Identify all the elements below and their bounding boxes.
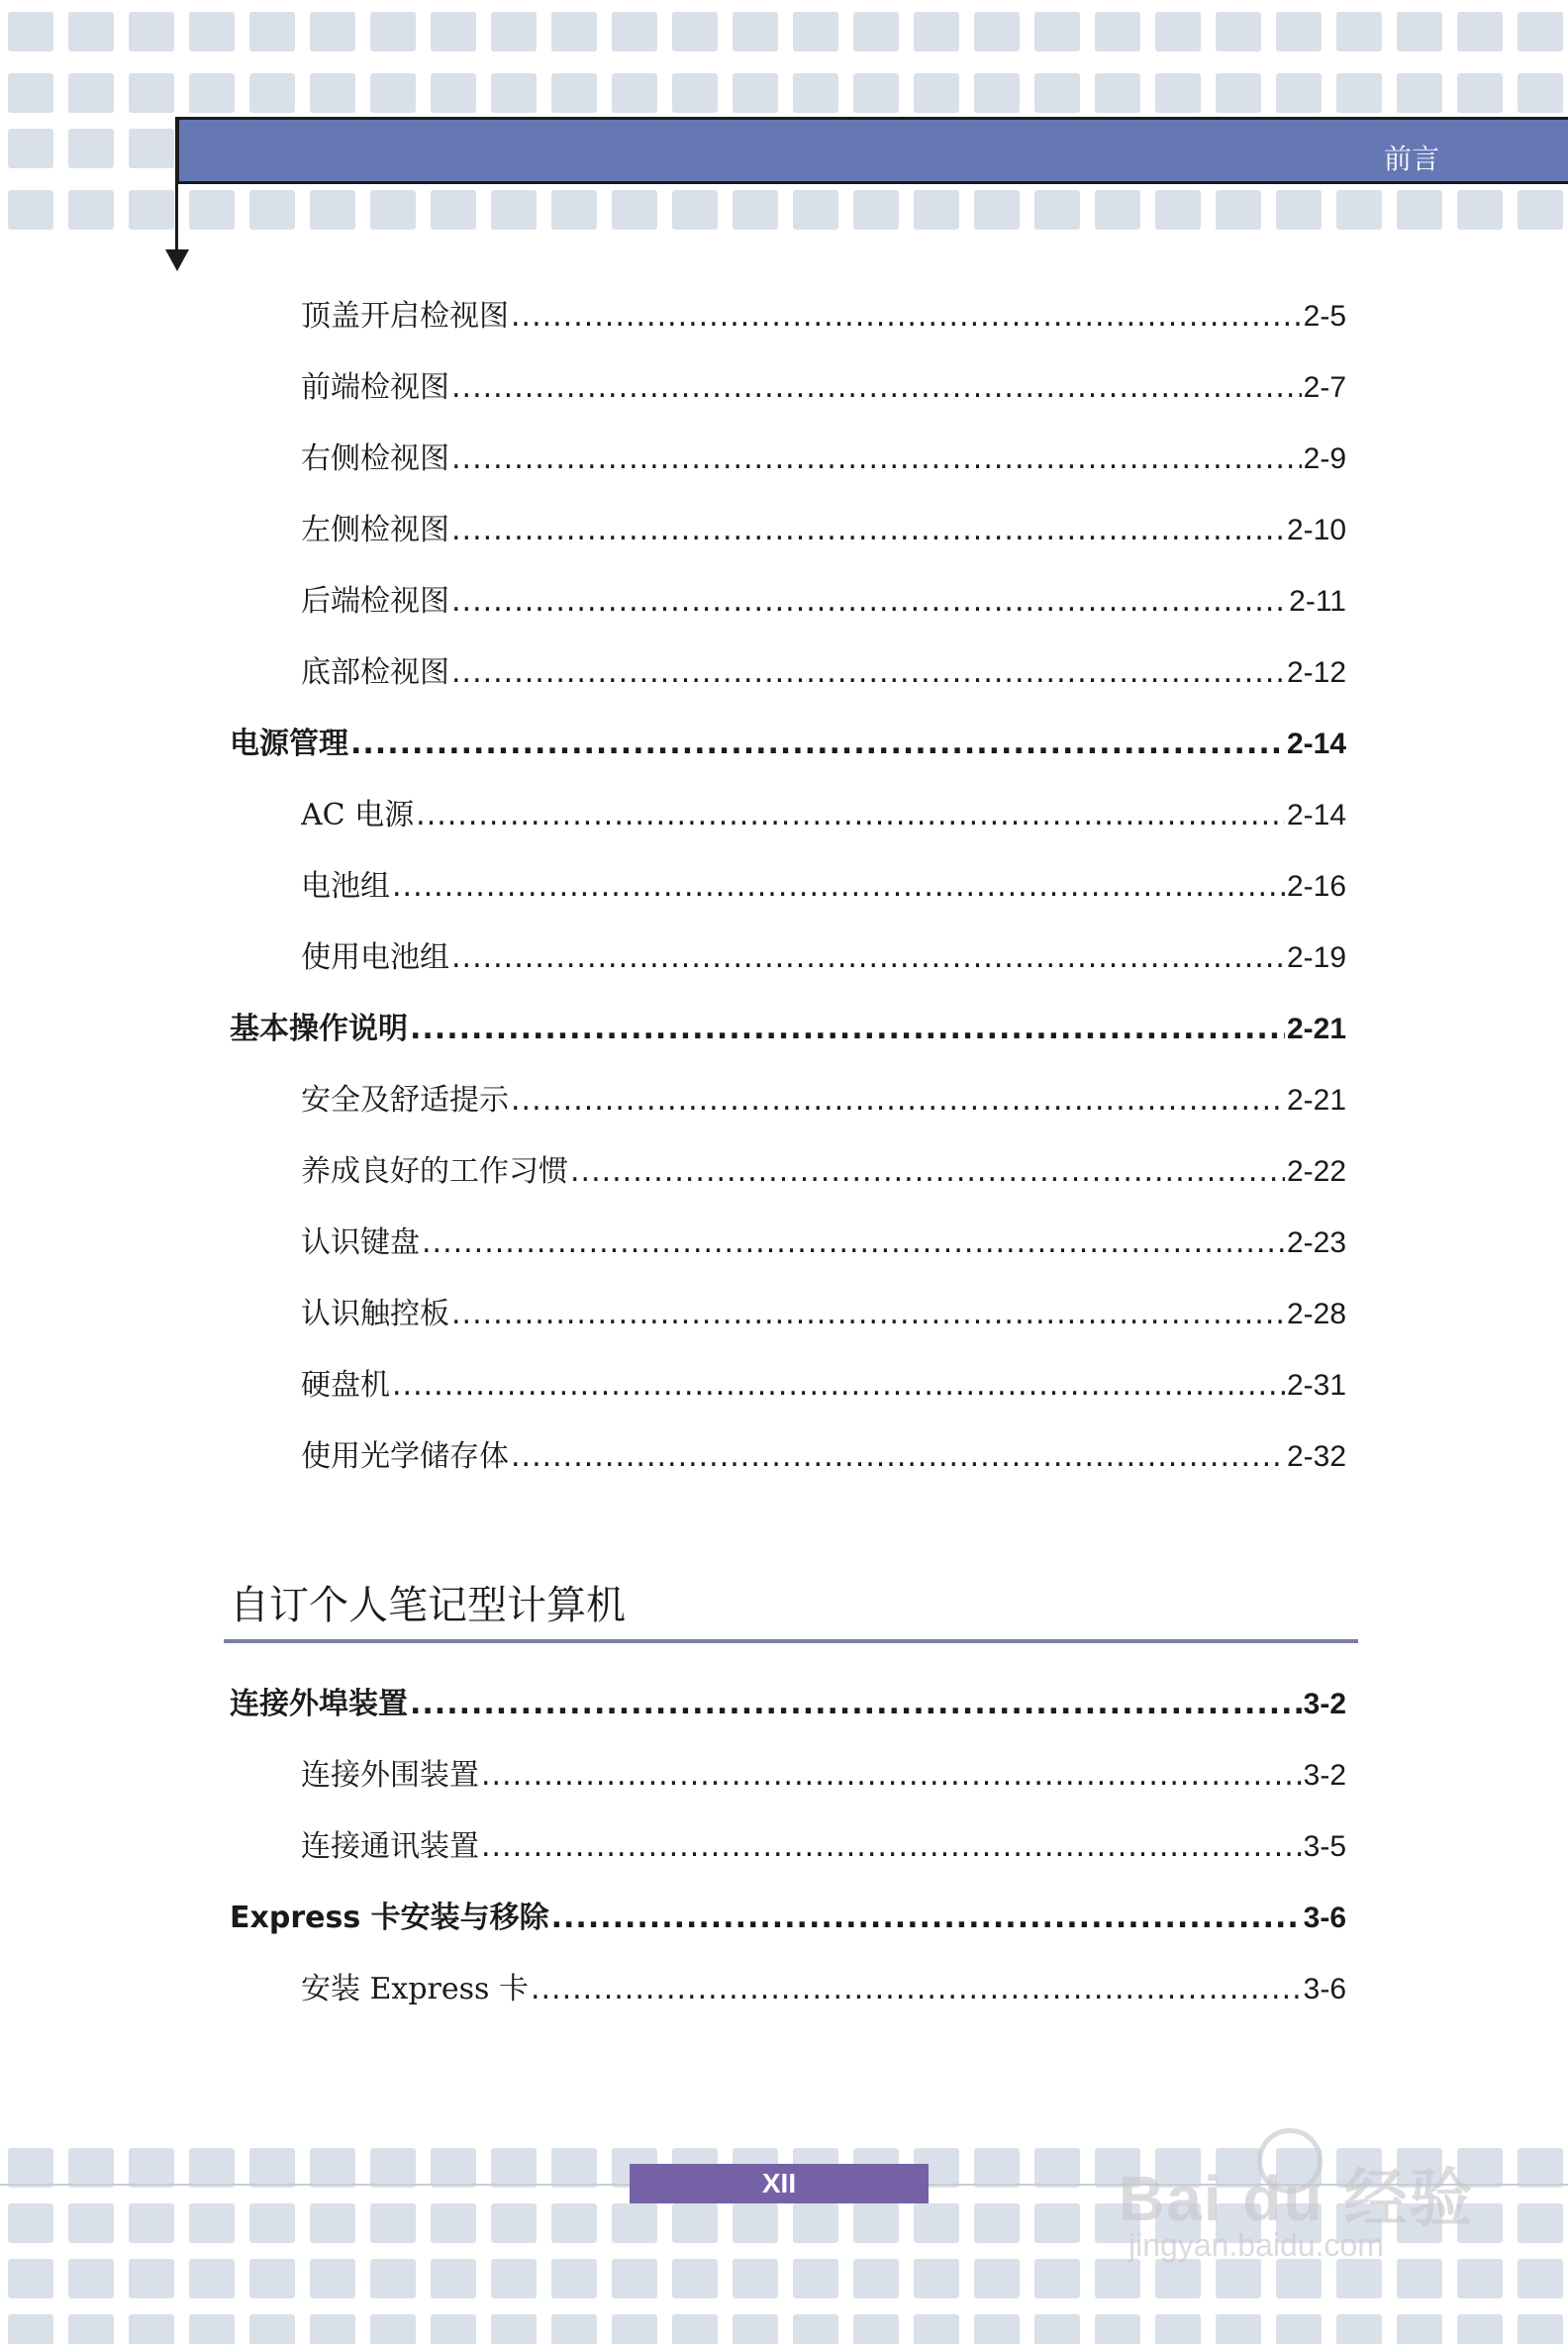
grid-tile	[1336, 2314, 1382, 2344]
grid-tile	[612, 73, 657, 113]
toc-entry-label: 使用电池组	[301, 940, 449, 975]
grid-tile	[914, 73, 959, 113]
grid-tile	[68, 12, 114, 51]
watermark-brand: Bai du 经验	[1119, 2163, 1475, 2234]
grid-tile	[249, 2259, 295, 2298]
grid-tile	[974, 12, 1020, 51]
grid-tile	[1034, 2148, 1080, 2188]
toc-entry-label: 硬盘机	[301, 1368, 390, 1403]
grid-tile	[370, 73, 416, 113]
toc-entry-label: 连接通讯装置	[301, 1829, 479, 1864]
grid-tile	[1216, 2314, 1261, 2344]
toc-entry-page: 2-21	[1286, 1084, 1346, 1117]
grid-tile	[672, 12, 718, 51]
toc-section-entry[interactable]	[230, 723, 1346, 766]
grid-tile	[491, 73, 537, 113]
grid-tile	[249, 73, 295, 113]
grid-tile	[733, 12, 778, 51]
grid-tile	[189, 12, 235, 51]
toc-subsection-entry[interactable]	[301, 1754, 1346, 1798]
toc-subsection-entry[interactable]	[301, 366, 1346, 410]
grid-tile	[672, 2203, 718, 2243]
toc-entry-label: 连接外围装置	[301, 1758, 479, 1793]
grid-tile	[853, 2203, 899, 2243]
grid-tile	[914, 2203, 959, 2243]
toc-subsection-entry[interactable]	[301, 1825, 1346, 1869]
toc-section-entry[interactable]	[230, 1683, 1346, 1726]
toc-entry-page: 3-2	[1303, 1759, 1346, 1792]
grid-tile	[491, 12, 537, 51]
grid-tile	[370, 2203, 416, 2243]
grid-tile	[1276, 73, 1322, 113]
grid-tile	[1397, 73, 1442, 113]
toc-entry-label: 认识触控板	[301, 1297, 449, 1331]
grid-tile	[733, 2314, 778, 2344]
grid-tile	[1518, 2203, 1563, 2243]
grid-tile	[249, 12, 295, 51]
grid-tile	[793, 190, 838, 230]
grid-tile	[189, 73, 235, 113]
toc-leader-dots	[410, 1683, 1302, 1726]
grid-tile	[1397, 12, 1442, 51]
toc-entry-page: 2-12	[1286, 656, 1346, 689]
grid-tile	[249, 190, 295, 230]
grid-tile	[1518, 2314, 1563, 2344]
grid-tile	[491, 2148, 537, 2188]
grid-tile	[8, 129, 53, 168]
grid-tile	[853, 2314, 899, 2344]
toc-subsection-entry[interactable]	[301, 580, 1346, 624]
toc-subsection-entry[interactable]	[301, 1364, 1346, 1408]
grid-tile	[370, 2314, 416, 2344]
chapter-title: 自订个人笔记型计算机	[230, 1583, 626, 1628]
grid-tile	[853, 190, 899, 230]
grid-tile	[68, 2148, 114, 2188]
grid-tile	[189, 2314, 235, 2344]
grid-tile	[129, 129, 174, 168]
toc-subsection-entry[interactable]	[301, 936, 1346, 980]
grid-tile	[310, 2314, 355, 2344]
watermark-url: jingyan.baidu.com	[1128, 2227, 1384, 2263]
grid-tile	[1034, 2203, 1080, 2243]
grid-tile	[310, 73, 355, 113]
grid-tile	[1336, 12, 1382, 51]
grid-tile	[129, 2203, 174, 2243]
grid-tile	[914, 2259, 959, 2298]
header-bar	[176, 117, 1568, 184]
toc-entry-page: 3-5	[1303, 1830, 1346, 1863]
grid-tile	[612, 2259, 657, 2298]
toc-entry-page: 2-19	[1286, 941, 1346, 974]
grid-tile	[431, 12, 476, 51]
grid-tile	[1518, 73, 1563, 113]
toc-entry-label: 养成良好的工作习惯	[301, 1154, 568, 1189]
grid-tile	[310, 2259, 355, 2298]
toc-entry-label: 使用光学储存体	[301, 1439, 509, 1474]
toc-leader-dots	[451, 1293, 1285, 1336]
grid-tile	[1336, 73, 1382, 113]
toc-entry-page: 3-2	[1303, 1688, 1346, 1720]
grid-tile	[1457, 12, 1503, 51]
toc-entry-label: 前端检视图	[301, 370, 449, 405]
grid-tile	[551, 2148, 597, 2188]
grid-tile	[249, 2203, 295, 2243]
grid-tile	[491, 2314, 537, 2344]
toc-subsection-entry[interactable]	[301, 865, 1346, 909]
grid-tile	[431, 73, 476, 113]
toc-entry-page: 2-22	[1286, 1155, 1346, 1188]
grid-tile	[1034, 2314, 1080, 2344]
grid-tile	[612, 2203, 657, 2243]
toc-entry-page: 3-6	[1303, 1902, 1346, 1934]
grid-tile	[853, 2259, 899, 2298]
grid-tile	[1518, 2148, 1563, 2188]
toc-leader-dots	[451, 936, 1285, 980]
toc-entry-label: 安全及舒适提示	[301, 1083, 509, 1118]
toc-section-entry[interactable]	[230, 1897, 1346, 1940]
toc-entry-page: 2-14	[1286, 728, 1346, 760]
toc-entry-label: 右侧检视图	[301, 441, 449, 476]
grid-tile	[672, 73, 718, 113]
grid-tile	[793, 12, 838, 51]
toc-leader-dots	[481, 1754, 1302, 1798]
watermark	[1119, 2128, 1495, 2267]
grid-tile	[491, 2203, 537, 2243]
grid-tile	[672, 2314, 718, 2344]
grid-tile	[1155, 2314, 1201, 2344]
grid-tile	[733, 190, 778, 230]
toc-entry-page: 2-7	[1303, 371, 1346, 404]
grid-tile	[974, 2314, 1020, 2344]
grid-tile	[1518, 12, 1563, 51]
toc-subsection-entry[interactable]	[301, 1221, 1346, 1265]
grid-tile	[733, 2259, 778, 2298]
grid-tile	[551, 2203, 597, 2243]
grid-tile	[853, 12, 899, 51]
toc-subsection-entry[interactable]	[301, 438, 1346, 481]
toc-entry-page: 2-5	[1303, 300, 1346, 333]
grid-tile	[1155, 190, 1201, 230]
grid-tile	[68, 2259, 114, 2298]
grid-tile	[431, 2259, 476, 2298]
grid-tile	[431, 190, 476, 230]
toc-leader-dots	[422, 1221, 1285, 1265]
toc-entry-page: 2-9	[1303, 442, 1346, 475]
toc-subsection-entry[interactable]	[301, 1293, 1346, 1336]
toc-entry-label: Express 卡安装与移除	[230, 1901, 549, 1935]
grid-tile	[914, 2314, 959, 2344]
toc-entry-label: 后端检视图	[301, 584, 449, 619]
toc-leader-dots	[481, 1825, 1302, 1869]
grid-tile	[551, 190, 597, 230]
grid-tile	[8, 2314, 53, 2344]
grid-tile	[793, 2203, 838, 2243]
header-title: 前言	[1383, 143, 1439, 175]
grid-tile	[974, 2203, 1020, 2243]
grid-tile	[189, 190, 235, 230]
toc-leader-dots	[511, 1435, 1285, 1479]
grid-tile	[1095, 12, 1140, 51]
grid-tile	[1155, 73, 1201, 113]
grid-tile	[612, 2314, 657, 2344]
grid-tile	[189, 2148, 235, 2188]
grid-tile	[1034, 2259, 1080, 2298]
toc-leader-dots	[350, 723, 1285, 766]
toc-entry-page: 2-14	[1286, 799, 1346, 831]
grid-tile	[1276, 190, 1322, 230]
toc-entry-label: AC 电源	[301, 798, 415, 832]
grid-tile	[914, 190, 959, 230]
toc-leader-dots	[410, 1008, 1285, 1051]
grid-tile	[974, 73, 1020, 113]
toc-leader-dots	[451, 580, 1287, 624]
grid-tile	[1095, 2314, 1140, 2344]
toc-entry-label: 顶盖开启检视图	[301, 299, 509, 334]
toc-subsection-entry[interactable]	[301, 1968, 1346, 2011]
grid-tile	[8, 2148, 53, 2188]
toc-subsection-entry[interactable]	[301, 1435, 1346, 1479]
header-arrow-line	[175, 117, 178, 255]
grid-tile	[793, 73, 838, 113]
toc-entry-page: 2-23	[1286, 1226, 1346, 1259]
toc-subsection-entry[interactable]	[301, 794, 1346, 837]
grid-tile	[974, 190, 1020, 230]
grid-tile	[8, 73, 53, 113]
grid-tile	[1034, 73, 1080, 113]
grid-tile	[129, 190, 174, 230]
grid-tile	[310, 12, 355, 51]
grid-tile	[1397, 190, 1442, 230]
grid-tile	[1336, 190, 1382, 230]
grid-tile	[1276, 2314, 1322, 2344]
toc-leader-dots	[392, 865, 1285, 909]
grid-tile	[189, 2259, 235, 2298]
toc-entry-label: 电源管理	[230, 727, 348, 761]
toc-leader-dots	[551, 1897, 1302, 1940]
toc-subsection-entry[interactable]	[301, 295, 1346, 339]
toc-entry-label: 电池组	[301, 869, 390, 904]
toc-leader-dots	[451, 509, 1285, 552]
grid-tile	[1034, 12, 1080, 51]
toc-entry-page: 2-21	[1286, 1013, 1346, 1045]
toc-leader-dots	[392, 1364, 1285, 1408]
grid-tile	[1095, 190, 1140, 230]
grid-tile	[672, 2259, 718, 2298]
toc-leader-dots	[511, 295, 1302, 339]
grid-tile	[8, 2203, 53, 2243]
grid-tile	[68, 73, 114, 113]
grid-tile	[793, 2314, 838, 2344]
grid-tile	[1518, 190, 1563, 230]
grid-tile	[1216, 190, 1261, 230]
grid-tile	[1216, 73, 1261, 113]
grid-tile	[612, 12, 657, 51]
grid-tile	[1518, 2259, 1563, 2298]
grid-tile	[491, 190, 537, 230]
toc-entry-label: 安装 Express 卡	[301, 1972, 529, 2006]
grid-tile	[974, 2259, 1020, 2298]
grid-tile	[8, 190, 53, 230]
toc-subsection-entry[interactable]	[301, 1150, 1346, 1194]
grid-tile	[1095, 73, 1140, 113]
toc-entry-page: 2-10	[1286, 514, 1346, 546]
grid-tile	[1276, 12, 1322, 51]
toc-leader-dots	[451, 651, 1285, 695]
grid-tile	[733, 2203, 778, 2243]
chapter-divider	[224, 1639, 1358, 1643]
toc-entry-page: 2-11	[1289, 585, 1346, 618]
toc-leader-dots	[531, 1968, 1302, 2011]
toc-entry-label: 左侧检视图	[301, 513, 449, 547]
toc-section-entry[interactable]	[230, 1008, 1346, 1051]
grid-tile	[370, 190, 416, 230]
toc-entry-label: 基本操作说明	[230, 1012, 408, 1046]
header-arrow-down-icon	[165, 249, 189, 271]
grid-tile	[551, 73, 597, 113]
grid-tile	[129, 2148, 174, 2188]
grid-tile	[431, 2314, 476, 2344]
grid-tile	[1216, 12, 1261, 51]
grid-tile	[853, 73, 899, 113]
grid-tile	[370, 12, 416, 51]
grid-tile	[491, 2259, 537, 2298]
grid-tile	[370, 2148, 416, 2188]
grid-tile	[612, 190, 657, 230]
grid-tile	[310, 190, 355, 230]
grid-tile	[1457, 73, 1503, 113]
page-number-badge: XII	[630, 2164, 929, 2203]
toc-leader-dots	[570, 1150, 1285, 1194]
grid-tile	[370, 2259, 416, 2298]
grid-tile	[974, 2148, 1020, 2188]
grid-tile	[310, 2148, 355, 2188]
toc-entry-page: 2-28	[1286, 1298, 1346, 1330]
toc-leader-dots	[451, 366, 1302, 410]
grid-tile	[249, 2148, 295, 2188]
grid-tile	[189, 2203, 235, 2243]
grid-tile	[431, 2148, 476, 2188]
toc-entry-page: 2-16	[1286, 870, 1346, 903]
grid-tile	[551, 2259, 597, 2298]
toc-entry-page: 3-6	[1303, 1973, 1346, 2005]
grid-tile	[129, 12, 174, 51]
grid-tile	[733, 73, 778, 113]
grid-tile	[431, 2203, 476, 2243]
grid-tile	[8, 12, 53, 51]
toc-entry-page: 2-31	[1286, 1369, 1346, 1402]
toc-entry-label: 连接外埠装置	[230, 1687, 408, 1721]
toc-leader-dots	[416, 794, 1285, 837]
grid-tile	[249, 2314, 295, 2344]
grid-tile	[310, 2203, 355, 2243]
grid-tile	[68, 190, 114, 230]
toc-subsection-entry[interactable]	[301, 651, 1346, 695]
grid-tile	[1034, 190, 1080, 230]
grid-tile	[129, 2259, 174, 2298]
grid-tile	[68, 2314, 114, 2344]
grid-tile	[793, 2259, 838, 2298]
grid-tile	[1397, 2314, 1442, 2344]
grid-tile	[551, 12, 597, 51]
toc-leader-dots	[451, 438, 1302, 481]
grid-tile	[1457, 190, 1503, 230]
grid-tile	[1155, 12, 1201, 51]
toc-leader-dots	[511, 1079, 1285, 1123]
grid-tile	[68, 2203, 114, 2243]
toc-entry-label: 认识键盘	[301, 1225, 420, 1260]
grid-tile	[672, 190, 718, 230]
toc-subsection-entry[interactable]	[301, 1079, 1346, 1123]
grid-tile	[914, 12, 959, 51]
toc-entry-label: 底部检视图	[301, 655, 449, 690]
grid-tile	[129, 73, 174, 113]
grid-tile	[68, 129, 114, 168]
toc-entry-page: 2-32	[1286, 1440, 1346, 1473]
toc-subsection-entry[interactable]	[301, 509, 1346, 552]
grid-tile	[129, 2314, 174, 2344]
grid-tile	[8, 2259, 53, 2298]
grid-tile	[1457, 2314, 1503, 2344]
grid-tile	[551, 2314, 597, 2344]
